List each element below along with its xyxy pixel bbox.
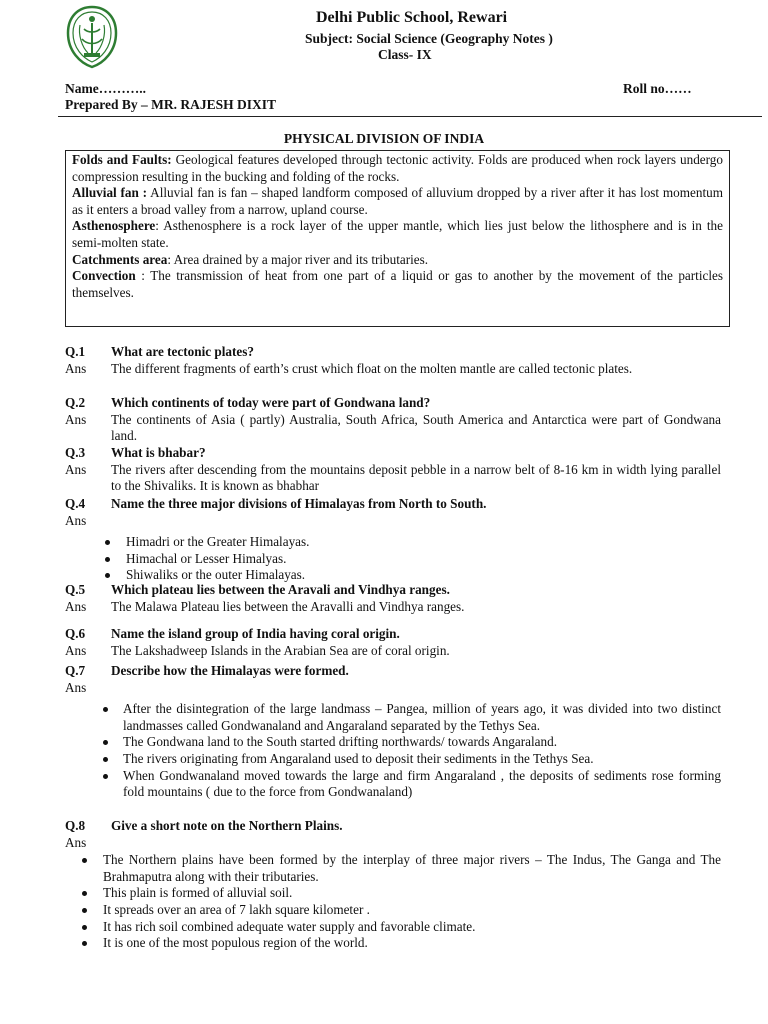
answer-row — [65, 513, 721, 530]
question-text: Describe how the Himalayas were formed. — [111, 663, 349, 678]
list-item: It spreads over an area of 7 lakh square kilometer . — [65, 902, 721, 919]
glossary-definition: : Asthenosphere is a rock layer of the upper mantle, which lies just below the lithosphere and is in the semi-molten state. — [72, 218, 723, 250]
question-block — [65, 663, 721, 801]
question-number: Q.5 — [65, 582, 86, 597]
question-block — [65, 344, 721, 377]
glossary-entry — [72, 185, 723, 218]
answer-label: Ans — [65, 598, 87, 614]
answer-text: The rivers after descending from the mountains deposit pebble in a narrow belt of 8-16 km in width lying parallel to the Shivaliks. It is known as bhabhar — [111, 461, 721, 494]
prepared-by: Prepared By – MR. RAJESH DIXIT — [65, 97, 277, 112]
answer-bullet-list — [65, 701, 721, 801]
list-item: It has rich soil combined adequate water supply and favorable climate. — [65, 919, 721, 936]
list-item: Himadri or the Greater Himalayas. — [65, 534, 721, 551]
answer-text: The continents of Asia ( partly) Australia, South Africa, South America and Antarctica were part of Gondwana land. — [111, 411, 721, 444]
list-item: The Gondwana land to the South started drifting northwards/ towards Angaraland. — [65, 734, 721, 751]
answer-row — [65, 680, 721, 697]
question-text: What is bhabar? — [111, 445, 206, 460]
glossary-term: Convection — [72, 268, 136, 284]
question-number: Q.7 — [65, 663, 86, 678]
glossary-definition: : The transmission of heat from one part of a liquid or gas to another by the movement of the particles themselves. — [72, 268, 723, 300]
glossary-entry — [72, 152, 723, 185]
question-row — [65, 395, 721, 412]
answer-bullet-list — [65, 852, 721, 952]
list-item: After the disintegration of the large landmass – Pangea, million of years ago, it was divided into two distinct landmasses called Gondwanaland and Angaraland separated by the Tethys Sea. — [65, 701, 721, 734]
glossary-definition: Geological features developed through tectonic activity. Folds are produced when rock layers undergo compression resulting in the bucking and folding of the rocks. — [72, 152, 723, 184]
answer-row — [65, 599, 721, 616]
question-row — [65, 663, 721, 680]
question-block — [65, 582, 721, 615]
list-item: Shiwaliks or the outer Himalayas. — [65, 567, 721, 584]
list-item: Himachal or Lesser Himalyas. — [65, 551, 721, 568]
glossary-term: Alluvial fan : — [72, 185, 148, 201]
list-item: The rivers originating from Angaraland used to deposit their sediments in the Tethys Sea. — [65, 751, 721, 768]
answer-row — [65, 643, 721, 660]
glossary-term: Folds and Faults: — [72, 152, 172, 167]
question-row — [65, 496, 721, 513]
roll-number-field: Roll no…… — [623, 81, 692, 96]
question-block — [65, 395, 721, 445]
glossary-term: Asthenosphere — [72, 218, 156, 234]
answer-label: Ans — [65, 834, 87, 850]
page-title: PHYSICAL DIVISION OF INDIA — [283, 131, 485, 146]
answer-row — [65, 412, 721, 445]
header-divider — [58, 116, 762, 117]
answer-row — [65, 835, 721, 852]
answer-label: Ans — [65, 679, 87, 695]
question-number: Q.1 — [65, 344, 86, 359]
glossary-entry — [72, 268, 723, 301]
answer-text: The Malawa Plateau lies between the Aravalli and Vindhya ranges. — [111, 598, 465, 614]
question-text: Which continents of today were part of Gondwana land? — [111, 395, 431, 410]
question-block — [65, 496, 721, 584]
question-number: Q.3 — [65, 445, 86, 460]
question-text: What are tectonic plates? — [111, 344, 254, 359]
question-row — [65, 818, 721, 835]
glossary-term: Catchments area — [72, 251, 168, 267]
question-row — [65, 344, 721, 361]
list-item: This plain is formed of alluvial soil. — [65, 885, 721, 902]
answer-label: Ans — [65, 512, 87, 528]
name-field: Name……….. — [65, 81, 146, 96]
school-logo — [64, 5, 120, 69]
answer-label: Ans — [65, 411, 87, 427]
question-row — [65, 582, 721, 599]
school-name: Delhi Public School, Rewari — [316, 9, 508, 26]
class-line: Class- IX — [378, 47, 432, 62]
glossary-entry — [72, 252, 723, 269]
question-text: Which plateau lies between the Aravali and Vindhya ranges. — [111, 582, 450, 597]
question-number: Q.4 — [65, 496, 86, 511]
list-item: When Gondwanaland moved towards the large and firm Angaraland , the deposits of sediments rose forming fold mountains ( due to the force from Gondwanaland) — [65, 768, 721, 801]
answer-row — [65, 361, 721, 378]
answer-text: The different fragments of earth’s crust which float on the molten mantle are called tectonic plates. — [111, 360, 633, 376]
list-item: The Northern plains have been formed by the interplay of three major rivers – The Indus, The Ganga and The Brahmaputra along with their tributaries. — [65, 852, 721, 885]
question-text: Give a short note on the Northern Plains. — [111, 818, 343, 833]
answer-text: The Lakshadweep Islands in the Arabian Sea are of coral origin. — [111, 642, 450, 658]
answer-bullet-list — [65, 534, 721, 584]
glossary-definition: Alluvial fan is fan – shaped landform composed of alluvium dropped by a river after it has lost momentum as it enters a broad valley from a narrow, upland course. — [72, 185, 723, 217]
question-number: Q.8 — [65, 818, 86, 833]
question-block — [65, 445, 721, 495]
subject-line: Subject: Social Science (Geography Notes ) — [305, 31, 553, 46]
answer-row — [65, 462, 721, 495]
question-number: Q.6 — [65, 626, 86, 641]
answer-label: Ans — [65, 461, 87, 477]
glossary-entry — [72, 218, 723, 251]
answer-label: Ans — [65, 360, 87, 376]
question-row — [65, 626, 721, 643]
question-text: Name the three major divisions of Himalayas from North to South. — [111, 496, 487, 511]
question-row — [65, 445, 721, 462]
question-text: Name the island group of India having coral origin. — [111, 626, 400, 641]
question-block — [65, 626, 721, 659]
question-number: Q.2 — [65, 395, 86, 410]
glossary-definition: : Area drained by a major river and its tributaries. — [167, 251, 429, 267]
question-block — [65, 818, 721, 952]
glossary-box — [65, 150, 730, 327]
list-item: It is one of the most populous region of the world. — [65, 935, 721, 952]
answer-label: Ans — [65, 642, 87, 658]
